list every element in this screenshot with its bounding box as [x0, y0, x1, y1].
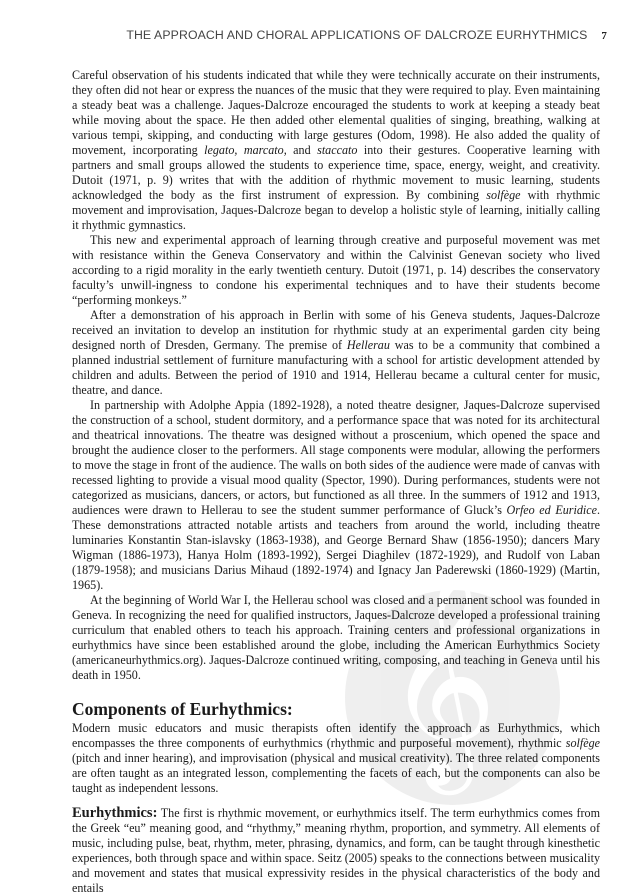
paragraph — [72, 68, 600, 233]
italic-text: Orfeo ed Euridice — [506, 503, 597, 517]
italic-text: solfège — [565, 736, 600, 750]
section-heading: Components of Eurhythmics: — [72, 699, 293, 719]
text-run: Modern music educators and music therapists often identify the approach as Eurhythmics, which encompasses the three components of eurhythmics (rhythmic and purposeful movement), rhythmic — [72, 721, 600, 750]
text-run: into their gestures. Cooperative learning with partners and small groups allowed the students to experience time, space, energy, weight, and creativity. Dutoit (1971, p. 9) writes that with the addition of rhythmic movement to music learning, students acknowledged the body as the first instrument of expression. By combining — [72, 143, 600, 202]
italic-text: staccato — [317, 143, 358, 157]
text-run: . These demonstrations attracted notable artists and teachers from around the world, including theatre luminaries Konstantin Stan-islavsky (1863-1938), and George Bernard Shaw (1856-1950); dancers Mary Wigman (1886-1973), Hanya Holm (1893-1992), Sergei Diaghilev (1872-1929), and Rudolf von Laban (1879-1958); and musicians Darius Mihaud (1892-1974) and Ignacy Jan Paderewski (1860-1929) (Martin, 1965). — [72, 503, 600, 592]
page-body — [72, 68, 600, 896]
subsection-paragraph — [72, 806, 600, 896]
text-run: This new and experimental approach of learning through creative and purposeful movement was met with resistance within the Geneva Conservatory and within the Calvinist Genevan society who lived according to a rigid morality in the early twentieth century. Dutoit (1971, p. 14) describes the conservatory faculty’s unwill-ingness to condone his experimental techniques and to have their students become “performing monkeys.” — [72, 233, 600, 307]
text-run: (pitch and inner hearing), and improvisation (physical and musical creativity). The three related components are often taught as an integrated lesson, complementing the facets of each, but the components can also be taught as independent lessons. — [72, 751, 600, 795]
italic-text: Hellerau — [346, 338, 390, 352]
italic-text: solfège — [486, 188, 521, 202]
page-number: 7 — [601, 30, 607, 42]
paragraph — [72, 308, 600, 398]
running-header — [126, 28, 607, 42]
text-run: and — [286, 143, 318, 157]
text-run: At the beginning of World War I, the Hellerau school was closed and a permanent school was founded in Geneva. In recognizing the need for qualified instructors, Jaques-Dalcroze developed a professional training curriculum that enabled others to teach his approach. Training centers and professional organizations in eurhythmics have since been established around the globe, including the American Eurhythmics Society (americaneurhythmics.org). Jaques-Dalcroze continued writing, composing, and teaching in Geneva until his death in 1950. — [72, 593, 600, 682]
paragraph — [72, 593, 600, 683]
text-run: The first is rhythmic movement, or eurhythmics itself. The term eurhythmics comes from the Greek “eu” meaning good, and “rhythmy,” meaning rhythm, proportion, and symmetry. All elements of music, including pulse, beat, rhythm, meter, phrasing, dynamics, and form, can be taught through kinesthetic experiences, both through space and within space. Seitz (2005) speaks to the connections between musicality and movement and states that musical expressivity resides in the physical characteristics of the body and entails — [72, 806, 600, 895]
italic-text: legato, marcato, — [204, 143, 287, 157]
subsection-heading: Eurhythmics: — [72, 805, 158, 821]
text-run: Careful observation of his students indicated that while they were technically accurate on their instruments, they often did not hear or express the nuances of the music that they were required to play. Even maintaining a steady beat was a challenge. Jaques-Dalcroze encouraged the students to work at keeping a steady beat while moving about the space. He then added other elemental qualities of singing, breathing, walking at various tempi, skipping, and conducting with large gestures (Odom, 1998). He also added the quality of movement, incorporating — [72, 68, 600, 157]
running-title: THE APPROACH AND CHORAL APPLICATIONS OF DALCROZE EURHYTHMICS — [126, 28, 588, 42]
text-run: with rhythmic movement and improvisation, Jaques-Dalcroze began to develop a holistic style of learning, initially calling it rhythmic gymnastics. — [72, 188, 600, 232]
paragraph — [72, 233, 600, 308]
treble-clef-icon: 𝄞 — [385, 564, 498, 785]
text-run: After a demonstration of his approach in Berlin with some of his Geneva students, Jaques-Dalcroze received an invitation to develop an institution for rhythmic study at an experimental garden city being designed north of Dresden, Germany. The premise of — [72, 308, 600, 352]
paragraph — [72, 398, 600, 593]
section-intro — [72, 721, 600, 796]
text-run: In partnership with Adolphe Appia (1892-1928), a noted theatre designer, Jaques-Dalcroze supervised the construction of a school, student dormitory, and a performance space that was noted for its architectural and theatrical innovations. The theatre was designed without a proscenium, which opened the space and brought the audience closer to the performers. All stage components were modular, allowing the performers to move the stage in front of the audience. The walls on both sides of the audience were made of canvas with recessed lighting to provide a visual mood quality (Spector, 1990). During performances, students were not categorized as musicians, dancers, or actors, but functioned as all three. In the summers of 1912 and 1913, audiences were drawn to Hellerau to see the student summer performance of Gluck’s — [72, 398, 600, 517]
text-run: was to be a community that combined a planned industrial settlement of furniture manufacturing with a school for artistic development attended by children and adults. Between the period of 1910 and 1914, Hellerau became a cultural center for music, theatre, and dance. — [72, 338, 600, 397]
